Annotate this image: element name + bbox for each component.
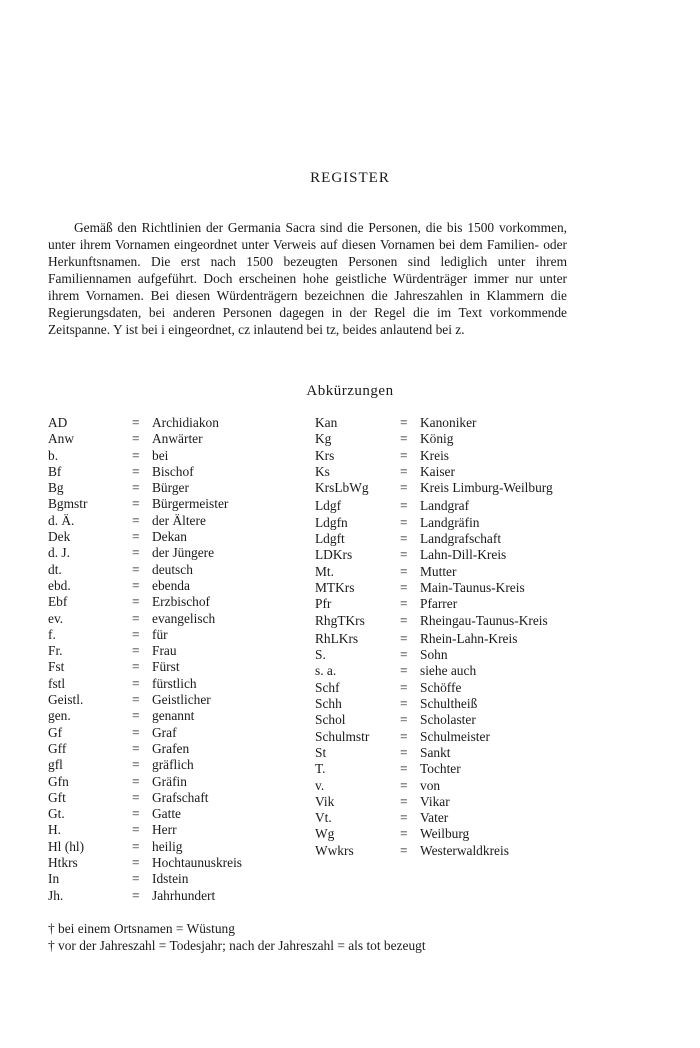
equals-sign: = <box>132 447 140 463</box>
abbreviation-row <box>315 515 575 531</box>
equals-sign: = <box>132 545 140 561</box>
abbreviation-row <box>315 647 575 663</box>
abbreviation-row <box>315 564 575 580</box>
abbreviation: In <box>48 871 60 887</box>
abbreviation-meaning: Rheingau-Taunus-Kreis <box>420 612 548 628</box>
equals-sign: = <box>400 498 408 514</box>
equals-sign: = <box>132 675 140 691</box>
abbreviation: Jh. <box>48 887 64 903</box>
abbreviation: AD <box>48 415 68 430</box>
abbreviation: MTKrs <box>315 579 355 595</box>
equals-sign: = <box>132 496 140 512</box>
abbreviation-row <box>315 745 575 761</box>
abbreviation-meaning: Anwärter <box>152 431 203 447</box>
equals-sign: = <box>132 610 140 626</box>
abbreviation: ev. <box>48 610 64 626</box>
abbreviation-row <box>48 496 288 512</box>
equals-sign: = <box>132 822 140 838</box>
abbreviation: Wwkrs <box>315 842 354 858</box>
abbreviations-heading: Abkürzungen <box>306 383 394 399</box>
abbreviation-row <box>48 643 288 659</box>
abbreviation-row <box>48 545 288 561</box>
abbreviation: Hl (hl) <box>48 838 85 854</box>
abbreviation: T. <box>315 761 326 777</box>
abbreviation: Gt. <box>48 806 65 822</box>
abbreviation-list-right <box>315 415 575 859</box>
abbreviation-meaning: Dekan <box>152 529 187 545</box>
page-title: REGISTER <box>310 170 390 186</box>
abbreviation: Dek <box>48 529 71 545</box>
equals-sign: = <box>400 579 408 595</box>
abbreviation-row <box>48 676 288 692</box>
abbreviation-meaning: bei <box>152 447 169 463</box>
abbreviation-row <box>315 696 575 712</box>
abbreviation: gen. <box>48 708 71 724</box>
abbreviation-meaning: fürstlich <box>152 675 197 691</box>
abbreviation: KrsLbWg <box>315 480 369 496</box>
abbreviation-meaning: der Ältere <box>152 512 206 528</box>
abbreviation-meaning: Kreis <box>420 447 450 463</box>
abbreviation-meaning: Herr <box>152 822 177 838</box>
equals-sign: = <box>400 712 408 728</box>
abbreviation-meaning: Pfarrer <box>420 596 458 612</box>
abbreviation-row <box>315 531 575 547</box>
abbreviation-row <box>48 659 288 675</box>
abbreviation-row <box>48 725 288 741</box>
abbreviation: s. a. <box>315 663 337 679</box>
abbreviation-meaning: ebenda <box>152 577 190 593</box>
abbreviation: Fst <box>48 659 65 675</box>
abbreviation-row <box>315 631 575 647</box>
abbreviation: Fr. <box>48 643 63 659</box>
abbreviation: S. <box>315 647 326 663</box>
abbreviation: Ldgft <box>315 531 345 547</box>
abbreviation: d. J. <box>48 545 70 561</box>
equals-sign: = <box>400 447 408 463</box>
abbreviation: Anw <box>48 431 75 447</box>
abbreviation: LDKrs <box>315 547 353 563</box>
abbreviation-row <box>315 415 575 431</box>
abbreviation-meaning: Schultheiß <box>420 696 478 712</box>
equals-sign: = <box>132 577 140 593</box>
equals-sign: = <box>132 806 140 822</box>
equals-sign: = <box>400 842 408 858</box>
abbreviation-row <box>48 692 288 708</box>
abbreviation-row <box>315 448 575 464</box>
abbreviation-meaning: Frau <box>152 643 177 659</box>
abbreviation-meaning: Lahn-Dill-Kreis <box>420 547 507 563</box>
equals-sign: = <box>132 692 140 708</box>
equals-sign: = <box>132 773 140 789</box>
abbreviation-meaning: Vater <box>420 810 449 826</box>
abbreviation-row <box>48 888 288 904</box>
abbreviation-meaning: Sohn <box>420 647 448 663</box>
abbreviation-row <box>48 806 288 822</box>
abbreviation-row <box>315 729 575 745</box>
equals-sign: = <box>400 547 408 563</box>
abbreviation-meaning: Vikar <box>420 793 450 809</box>
equals-sign: = <box>400 663 408 679</box>
equals-sign: = <box>132 561 140 577</box>
abbreviation: Schulmstr <box>315 728 370 744</box>
equals-sign: = <box>132 838 140 854</box>
abbreviation: Gf <box>48 724 63 740</box>
abbreviation: Kan <box>315 415 338 430</box>
abbreviation-meaning: Kreis Limburg-Weilburg <box>420 480 553 496</box>
abbreviation-meaning: Main-Taunus-Kreis <box>420 579 525 595</box>
abbreviation: gfl <box>48 757 63 773</box>
abbreviation-row <box>48 627 288 643</box>
abbreviation-row <box>48 594 288 610</box>
abbreviation: Ebf <box>48 594 68 610</box>
equals-sign: = <box>132 529 140 545</box>
equals-sign: = <box>400 531 408 547</box>
abbreviation-meaning: Fürst <box>152 659 180 675</box>
equals-sign: = <box>400 612 408 628</box>
abbreviation: Vt. <box>315 810 332 826</box>
abbreviation-meaning: Landgraf <box>420 498 470 514</box>
abbreviation-meaning: Mutter <box>420 563 457 579</box>
abbreviation: fstl <box>48 675 66 691</box>
abbreviation-meaning: Bürger <box>152 480 189 496</box>
equals-sign: = <box>132 659 140 675</box>
abbreviation-meaning: Rhein-Lahn-Kreis <box>420 630 518 646</box>
abbreviation-meaning: Archidiakon <box>152 415 219 430</box>
abbreviation: f. <box>48 626 56 642</box>
abbreviation: Vik <box>315 793 335 809</box>
equals-sign: = <box>132 463 140 479</box>
equals-sign: = <box>400 744 408 760</box>
abbreviation-meaning: Scholaster <box>420 712 476 728</box>
abbreviation: RhgTKrs <box>315 612 365 628</box>
abbreviation-row <box>48 513 288 529</box>
abbreviation: d. Ä. <box>48 512 75 528</box>
abbreviation-row <box>48 839 288 855</box>
abbreviation-meaning: Grafen <box>152 740 190 756</box>
abbreviation: Bg <box>48 480 64 496</box>
abbreviation-row <box>48 790 288 806</box>
equals-sign: = <box>132 512 140 528</box>
abbreviation-meaning: Kanoniker <box>420 415 477 430</box>
equals-sign: = <box>400 431 408 447</box>
abbreviation: Schol <box>315 712 346 728</box>
abbreviation-row <box>315 826 575 842</box>
abbreviation-row <box>48 871 288 887</box>
abbreviation-meaning: genannt <box>152 708 195 724</box>
equals-sign: = <box>132 887 140 903</box>
note-line: † bei einem Ortsnamen = Wüstung <box>48 921 235 936</box>
abbreviation-meaning: Hochtaunuskreis <box>152 855 242 871</box>
abbreviation-meaning: Sankt <box>420 744 451 760</box>
equals-sign: = <box>400 826 408 842</box>
equals-sign: = <box>132 643 140 659</box>
abbreviation-row <box>315 843 575 859</box>
abbreviation: ebd. <box>48 577 71 593</box>
abbreviation-row <box>48 774 288 790</box>
abbreviation-meaning: Geistlicher <box>152 692 211 708</box>
abbreviation-meaning: gräflich <box>152 757 194 773</box>
abbreviation-meaning: König <box>420 431 454 447</box>
abbreviation-row <box>48 529 288 545</box>
abbreviation-meaning: evangelisch <box>152 610 216 626</box>
abbreviation: RhLKrs <box>315 630 359 646</box>
abbreviation: Gff <box>48 740 67 756</box>
abbreviation: Kg <box>315 431 332 447</box>
equals-sign: = <box>400 514 408 530</box>
abbreviation: H. <box>48 822 62 838</box>
abbreviation: dt. <box>48 561 62 577</box>
abbreviation-meaning: für <box>152 626 168 642</box>
abbreviation: Krs <box>315 447 335 463</box>
abbreviation-row <box>48 415 288 431</box>
equals-sign: = <box>400 761 408 777</box>
abbreviation: Bgmstr <box>48 496 88 512</box>
abbreviation-meaning: siehe auch <box>420 663 477 679</box>
equals-sign: = <box>132 757 140 773</box>
abbreviation: Geistl. <box>48 692 84 708</box>
abbreviation-row <box>315 431 575 447</box>
abbreviation: Htkrs <box>48 855 78 871</box>
abbreviation: v. <box>315 777 325 793</box>
abbreviation-meaning: Gatte <box>152 806 181 822</box>
abbreviation-row <box>48 741 288 757</box>
equals-sign: = <box>132 708 140 724</box>
abbreviation-meaning: Graf <box>152 724 177 740</box>
abbreviation-row <box>48 448 288 464</box>
abbreviation-meaning: Westerwaldkreis <box>420 842 509 858</box>
equals-sign: = <box>400 647 408 663</box>
equals-sign: = <box>132 724 140 740</box>
abbreviation-row <box>315 663 575 679</box>
abbreviation-meaning: Idstein <box>152 871 189 887</box>
abbreviation-row <box>48 822 288 838</box>
equals-sign: = <box>400 463 408 479</box>
equals-sign: = <box>400 480 408 496</box>
abbreviation-meaning: Bürgermeister <box>152 496 229 512</box>
abbreviation-meaning: von <box>420 777 441 793</box>
abbreviation-row <box>315 712 575 728</box>
abbreviation: Schf <box>315 679 340 695</box>
abbreviation-row <box>315 794 575 810</box>
abbreviation-meaning: Jahrhundert <box>152 887 216 903</box>
abbreviation-meaning: Schulmeister <box>420 728 490 744</box>
abbreviation-row <box>315 761 575 777</box>
abbreviation-meaning: Tochter <box>420 761 461 777</box>
abbreviation: b. <box>48 447 59 463</box>
abbreviation-meaning: Erzbischof <box>152 594 211 610</box>
abbreviation-row <box>48 757 288 773</box>
abbreviation-row <box>48 578 288 594</box>
abbreviation-meaning: Kaiser <box>420 463 455 479</box>
abbreviation-row <box>48 562 288 578</box>
abbreviation: St <box>315 744 327 760</box>
equals-sign: = <box>400 793 408 809</box>
abbreviation: Schh <box>315 696 342 712</box>
abbreviation-meaning: Landgrafschaft <box>420 531 502 547</box>
equals-sign: = <box>400 810 408 826</box>
equals-sign: = <box>400 563 408 579</box>
abbreviation-meaning: Gräfin <box>152 773 187 789</box>
equals-sign: = <box>132 480 140 496</box>
abbreviation: Mt. <box>315 563 334 579</box>
abbreviation: Gft <box>48 789 66 805</box>
equals-sign: = <box>132 871 140 887</box>
abbreviation-row <box>48 464 288 480</box>
abbreviation-row <box>315 464 575 480</box>
note-line: † vor der Jahreszahl = Todesjahr; nach der Jahreszahl = als tot bezeugt <box>48 938 426 953</box>
abbreviation-row <box>315 680 575 696</box>
abbreviation-row <box>48 480 288 496</box>
abbreviation: Ldgf <box>315 498 342 514</box>
equals-sign: = <box>400 596 408 612</box>
abbreviation-meaning: heilig <box>152 838 183 854</box>
equals-sign: = <box>400 630 408 646</box>
equals-sign: = <box>132 789 140 805</box>
abbreviation: Ks <box>315 463 330 479</box>
abbreviation-row <box>48 431 288 447</box>
equals-sign: = <box>132 626 140 642</box>
abbreviation-meaning: Grafschaft <box>152 789 209 805</box>
abbreviation-meaning: der Jüngere <box>152 545 215 561</box>
abbreviation-row <box>315 596 575 612</box>
equals-sign: = <box>400 728 408 744</box>
abbreviation-row <box>315 498 575 514</box>
abbreviation-row <box>315 580 575 596</box>
equals-sign: = <box>132 415 140 430</box>
equals-sign: = <box>400 696 408 712</box>
abbreviation-row <box>315 810 575 826</box>
abbreviation: Gfn <box>48 773 69 789</box>
abbreviation: Pfr <box>315 596 332 612</box>
intro-paragraph: Gemäß den Richtlinien der Germania Sacra sind die Personen, die bis 1500 vorkommen, unter ihrem Vornamen eingeordnet unter Verweis auf diesen Vornamen bei dem Familien- oder Herkunftsnamen. Die erst nach 1500 bezeugten Personen sind lediglich unter ihrem Familiennamen aufgeführt. Doch erscheinen hohe geistliche Würdenträger immer nur unter ihrem Vornamen. Bei diesen Würdenträgern bezeichnen die Jahreszahlen in Klammern die Regierungsdaten, bei anderen Personen dagegen in der Regel die im Text vorkommende Zeitspanne. Y ist bei i eingeordnet, cz inlautend bei tz, beides anlautend bei z. <box>48 220 567 337</box>
abbreviation-row <box>315 613 575 629</box>
abbreviation-meaning: Schöffe <box>420 679 462 695</box>
notes <box>48 920 608 954</box>
abbreviation: Wg <box>315 826 335 842</box>
abbreviation-row <box>315 778 575 794</box>
abbreviation: Bf <box>48 463 62 479</box>
abbreviation-meaning: Landgräfin <box>420 514 480 530</box>
abbreviation-row <box>48 611 288 627</box>
equals-sign: = <box>132 431 140 447</box>
abbreviation-row <box>315 547 575 563</box>
equals-sign: = <box>132 855 140 871</box>
abbreviation-meaning: Weilburg <box>420 826 470 842</box>
equals-sign: = <box>400 679 408 695</box>
equals-sign: = <box>132 594 140 610</box>
abbreviation: Ldgfn <box>315 514 348 530</box>
abbreviation-row <box>48 708 288 724</box>
equals-sign: = <box>132 740 140 756</box>
abbreviation-row <box>315 480 575 496</box>
abbreviation-list-left <box>48 415 288 904</box>
abbreviation-row <box>48 855 288 871</box>
abbreviation-meaning: Bischof <box>152 463 194 479</box>
equals-sign: = <box>400 777 408 793</box>
abbreviation-meaning: deutsch <box>152 561 193 577</box>
equals-sign: = <box>400 415 408 430</box>
